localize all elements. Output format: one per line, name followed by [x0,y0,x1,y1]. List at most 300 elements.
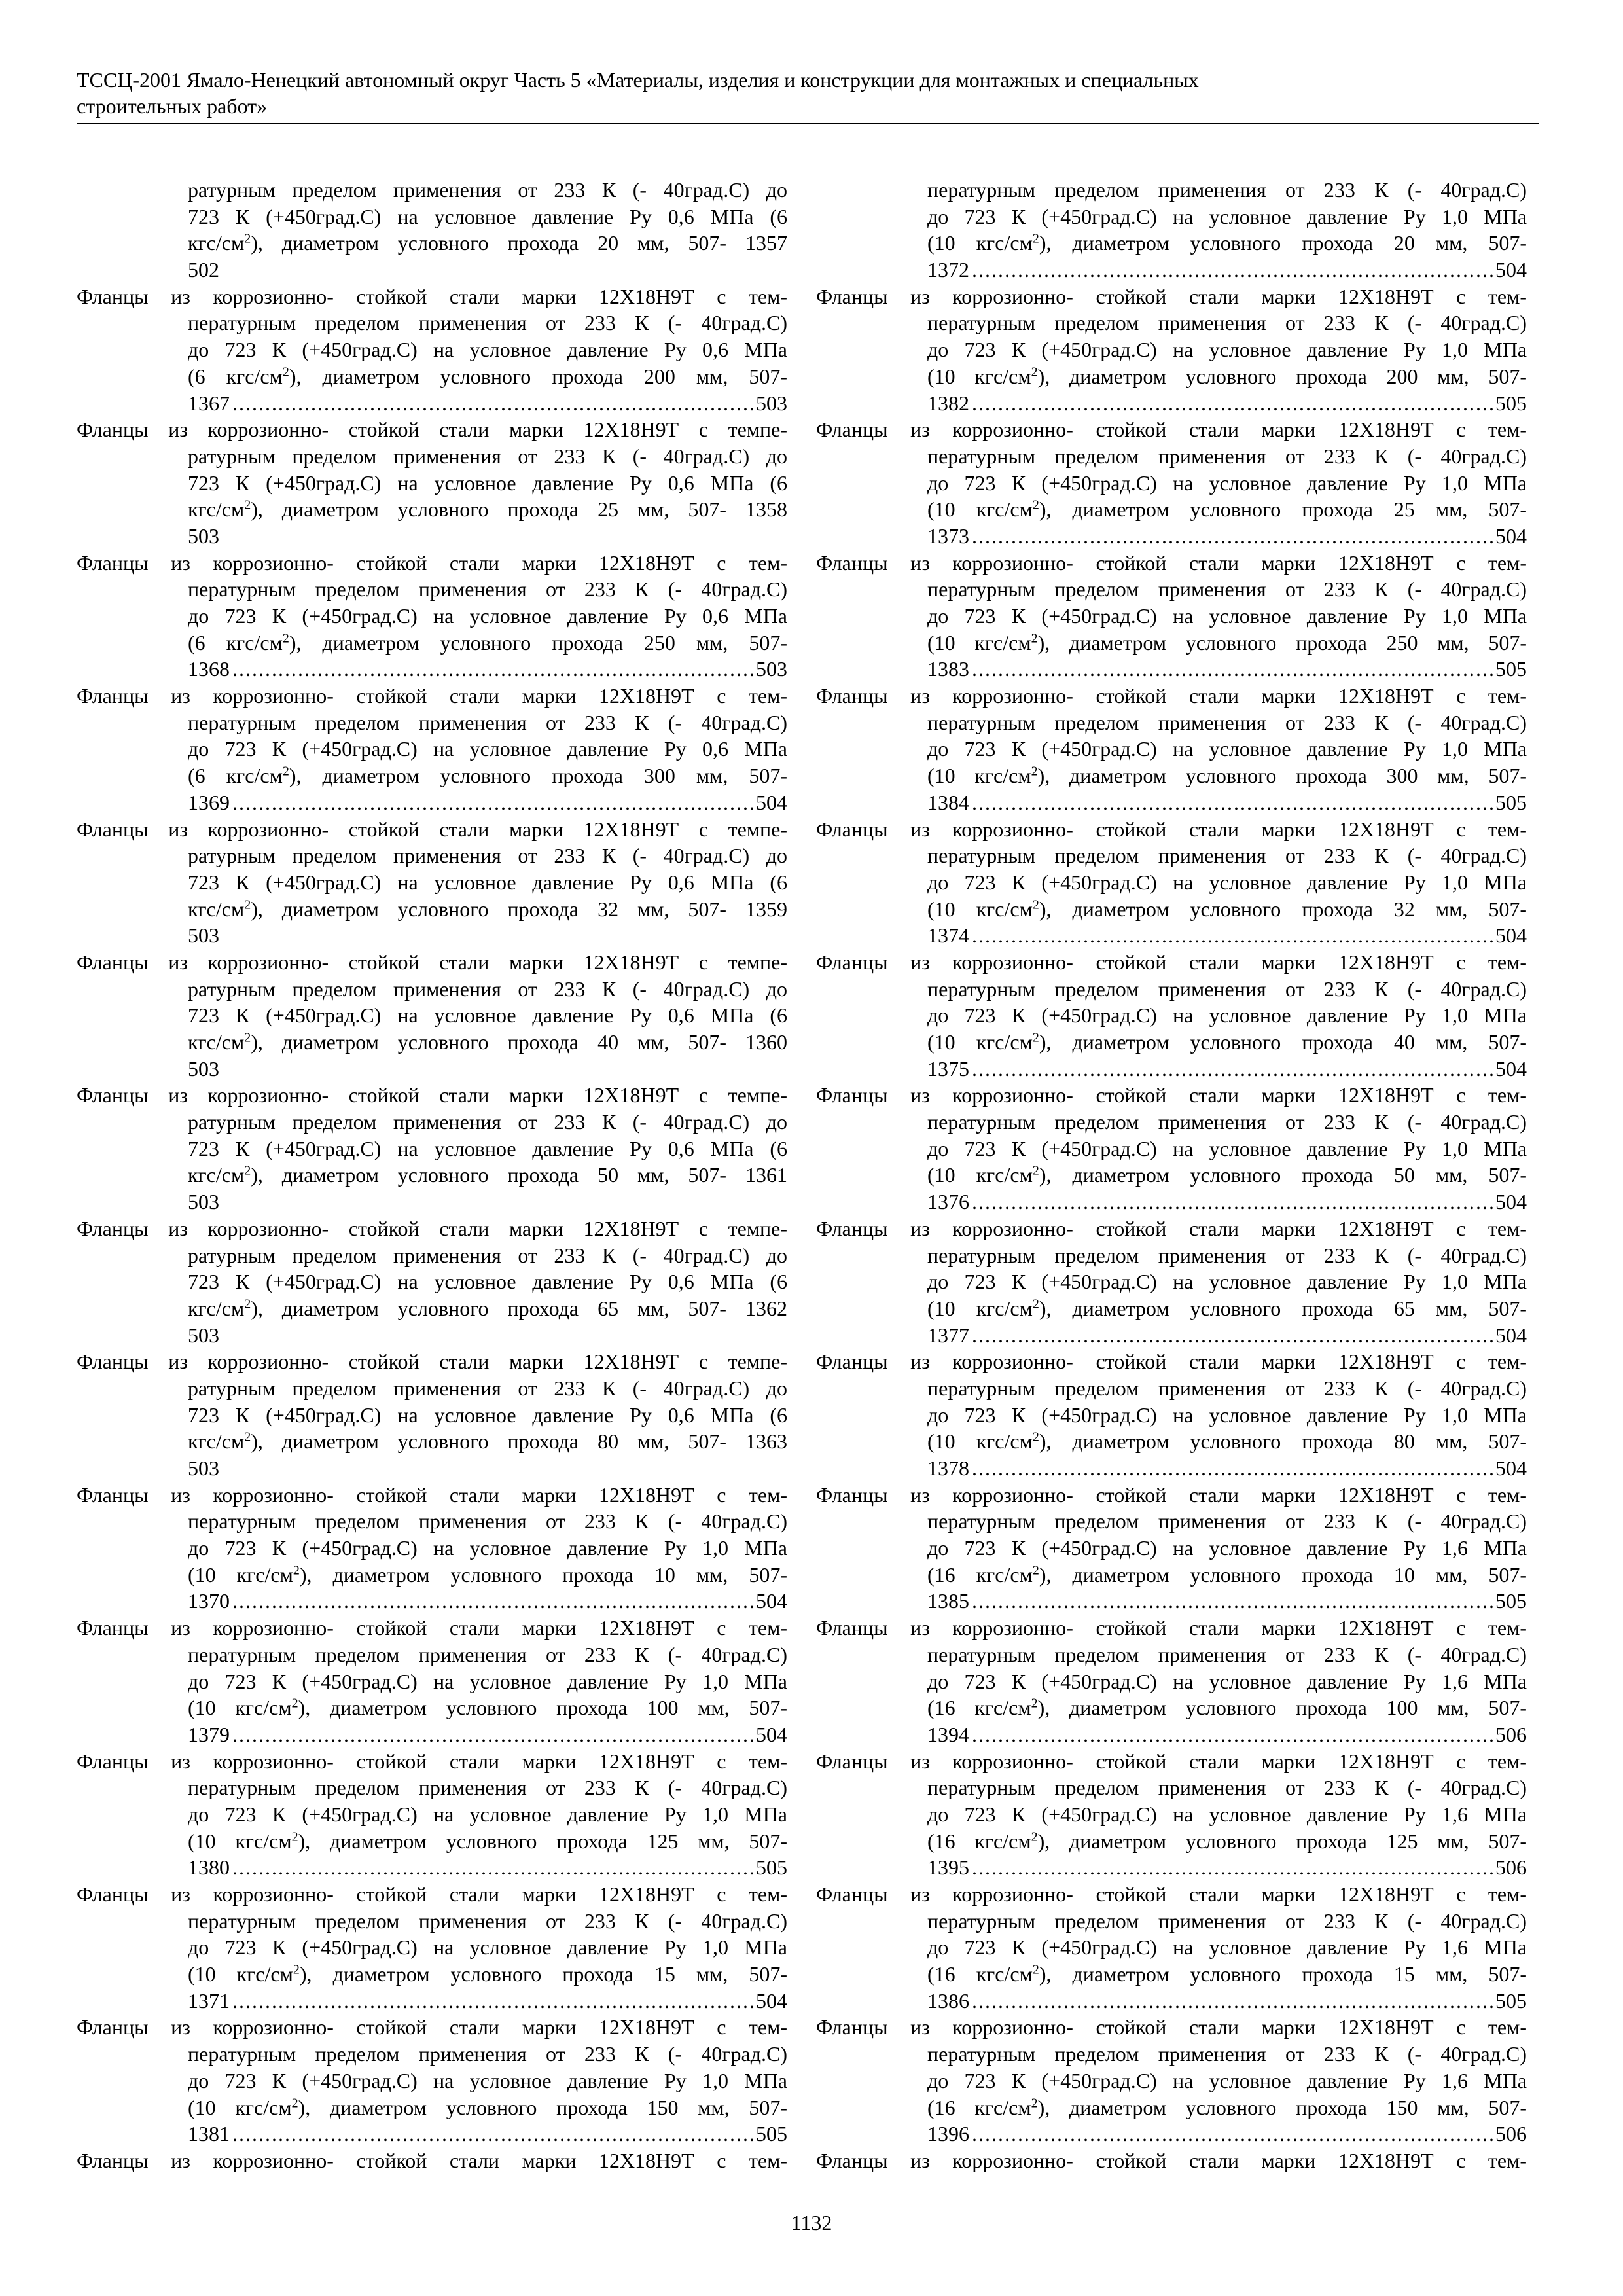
entry-code-tail: 1381 [188,2122,230,2146]
entry-code-tail: 1368 [188,657,230,681]
entry-leader-line [816,789,1527,816]
entry-line-text: пературным пределом применения от 233 К (- 40град.С) [188,2042,787,2066]
entry-line-text: 503 [188,1056,219,1081]
index-entry [816,949,1527,1082]
entry-line [816,177,1527,204]
entry-line [77,1641,787,1668]
entry-line [816,1934,1527,1961]
entry-line [816,363,1527,390]
entry-line-text: Фланцы из коррозионно- стойкой стали марки 12Х18Н9Т с тем- [816,950,1527,974]
index-entry [816,177,1527,283]
entry-code-tail: 1378 [927,1456,969,1480]
entry-leader-line [816,390,1527,417]
entry-line [816,1508,1527,1535]
index-entry [77,1748,787,1881]
index-entry [816,1215,1527,1348]
entry-line [77,443,787,470]
entry-line-text: (10 кгс/$см^2$), диаметром условного прохода 32 мм, 507- [927,897,1527,921]
index-entry [816,416,1527,549]
entry-line [77,869,787,896]
dot-leader [972,922,1493,949]
entry-line [816,550,1527,577]
running-header [77,67,1539,119]
entry-line-text: кгс/$см^2$), диаметром условного прохода 65 мм, 507- 1362 [188,1296,787,1320]
entry-line [816,1562,1527,1588]
entry-line [77,204,787,230]
entry-line [77,1402,787,1429]
entry-leader-line [816,1854,1527,1881]
entry-line-text: кгс/$см^2$), диаметром условного прохода 40 мм, 507- 1360 [188,1030,787,1054]
entry-line-text: до 723 К (+450град.С) на условное давление Ру 1,0 МПа [927,1270,1527,1294]
entry-line-text: Фланцы из коррозионно- стойкой стали марки 12Х18Н9Т с темпе- [77,817,787,841]
entry-line [816,1082,1527,1109]
entry-line-text: Фланцы из коррозионно- стойкой стали марки 12Х18Н9Т с тем- [816,1882,1527,1906]
entry-line [77,630,787,656]
index-entry [816,1082,1527,1215]
entry-line [77,2147,787,2174]
dot-leader [972,1189,1493,1215]
entry-line [77,550,787,577]
entry-line-text: кгс/$см^2$), диаметром условного прохода 32 мм, 507- 1359 [188,897,787,921]
entry-line-text: (10 кгс/$см^2$), диаметром условного прохода 200 мм, 507- [927,364,1527,388]
entry-line-text: до 723 К (+450град.С) на условное давление Ру 1,6 МПа [927,1802,1527,1826]
entry-line-text: пературным пределом применения от 233 К (- 40град.С) [927,1243,1527,1267]
entry-line [816,1215,1527,1242]
entry-line [77,683,787,709]
entry-line-text: до 723 К (+450град.С) на условное давление Ру 1,0 МПа [188,1669,787,1693]
entry-line [816,1641,1527,1668]
dot-leader [232,390,753,417]
entry-line [816,1482,1527,1509]
entry-line-text: пературным пределом применения от 233 К (- 40град.С) [927,1776,1527,1800]
entry-line [816,869,1527,896]
entry-line-text: 723 К (+450град.С) на условное давление Ру 0,6 МПа (6 [188,204,787,228]
entry-line-text: до 723 К (+450град.С) на условное давление Ру 1,0 МПа [927,1003,1527,1028]
entry-line-text: до 723 К (+450град.С) на условное давление Ру 1,0 МПа [927,204,1527,228]
index-entry [77,1615,787,1748]
entry-line-text: (10 кгс/$см^2$), диаметром условного прохода 25 мм, 507- [927,497,1527,522]
dot-leader [972,390,1493,417]
entry-line [816,736,1527,762]
header-rule [77,123,1539,124]
entry-line-text: до 723 К (+450град.С) на условное давление Ру 1,0 МПа [927,737,1527,761]
entry-leader-line [816,1588,1527,1615]
entry-line-text: 723 К (+450град.С) на условное давление Ру 0,6 МПа (6 [188,870,787,894]
entry-line [77,283,787,310]
entry-line [816,470,1527,497]
entry-line [77,1322,787,1349]
index-entry [77,949,787,1082]
entry-line [77,1268,787,1295]
entry-code-tail: 1372 [927,258,969,282]
entry-line-text: Фланцы из коррозионно- стойкой стали марки 12Х18Н9Т с тем- [77,1482,787,1507]
entry-line [816,1801,1527,1828]
entry-line [77,1295,787,1322]
index-entry [77,816,787,949]
entry-line [77,922,787,949]
entry-page-ref: 504 [756,1722,787,1746]
entry-line [77,1828,787,1855]
entry-line-text: до 723 К (+450град.С) на условное давление Ру 1,0 МПа [927,870,1527,894]
entry-line-text: 503 [188,524,219,548]
entry-line [77,2068,787,2094]
dot-leader [972,789,1493,816]
index-entry [77,283,787,416]
entry-page-ref: 505 [756,2122,787,2146]
entry-page-ref: 505 [756,1856,787,1880]
entry-line-text: пературным пределом применения от 233 К (- 40град.С) [927,1509,1527,1534]
entry-line [816,842,1527,869]
index-entry [77,1082,787,1215]
entry-line [77,523,787,550]
entry-line [77,177,787,204]
entry-line-text: пературным пределом применения от 233 К (- 40град.С) [927,311,1527,335]
entry-page-ref: 505 [1495,1988,1527,2013]
right-column [816,177,1527,2174]
index-entry [816,550,1527,683]
entry-line-text: Фланцы из коррозионно- стойкой стали марки 12Х18Н9Т с тем- [77,684,787,708]
dot-leader [232,1588,753,1615]
entry-line-text: до 723 К (+450град.С) на условное давление Ру 1,6 МПа [927,2068,1527,2092]
entry-page-ref: 504 [1495,524,1527,548]
entry-line [816,283,1527,310]
entry-line-text: пературным пределом применения от 233 К (- 40град.С) [927,1642,1527,1666]
entry-line-text: пературным пределом применения от 233 К (- 40град.С) [927,710,1527,734]
entry-line [816,496,1527,523]
entry-line-text: (10 кгс/$см^2$), диаметром условного прохода 300 мм, 507- [927,764,1527,788]
entry-line-text: (16 кгс/$см^2$), диаметром условного прохода 150 мм, 507- [927,2095,1527,2119]
entry-line-text: Фланцы из коррозионно- стойкой стали марки 12Х18Н9Т с тем- [77,2148,787,2172]
entry-line-text: кгс/$см^2$), диаметром условного прохода 50 мм, 507- 1361 [188,1163,787,1187]
dot-leader [972,1322,1493,1349]
entry-line [77,1934,787,1961]
entry-line [816,1615,1527,1641]
entry-line [77,416,787,443]
entry-line-text: пературным пределом применения от 233 К (- 40град.С) [188,1509,787,1534]
entry-line [816,1375,1527,1402]
entry-line [816,1908,1527,1935]
entry-leader-line [816,656,1527,683]
index-entry [816,2014,1527,2147]
entry-line-text: до 723 К (+450град.С) на условное давление Ру 1,6 МПа [927,1935,1527,1960]
entry-line-text: 723 К (+450град.С) на условное давление Ру 0,6 МПа (6 [188,1270,787,1294]
entry-page-ref: 506 [1495,1722,1527,1746]
entry-line-text: (6 кгс/$см^2$), диаметром условного прохода 300 мм, 507- [188,764,787,788]
entry-line-text: пературным пределом применения от 233 К (- 40град.С) [188,1642,787,1666]
entry-line [816,2041,1527,2068]
index-entry [816,1482,1527,1615]
entry-line-text: Фланцы из коррозионно- стойкой стали марки 12Х18Н9Т с тем- [816,2015,1527,2039]
entry-line [77,816,787,843]
entry-line [816,896,1527,923]
header-line-2: строительных работ» [77,94,268,118]
entry-line [816,683,1527,709]
entry-line [77,762,787,789]
dot-leader [972,1721,1493,1748]
entry-line [77,709,787,736]
index-entry [816,1615,1527,1748]
dot-leader [972,523,1493,550]
entry-line-text: ратурным пределом применения от 233 К (- 40град.С) до [188,1110,787,1134]
entry-leader-line [816,1988,1527,2015]
entry-line [77,1002,787,1029]
entry-line-text: кгс/$см^2$), диаметром условного прохода 25 мм, 507- 1358 [188,497,787,522]
entry-leader-line [816,1721,1527,1748]
entry-code-tail: 1396 [927,2122,969,2146]
entry-line [77,1348,787,1375]
dot-leader [972,257,1493,283]
entry-line [77,1189,787,1215]
entry-line [77,1082,787,1109]
entry-line-text: до 723 К (+450град.С) на условное давление Ру 1,0 МПа [188,1536,787,1560]
index-entry [816,1881,1527,2014]
entry-line-text: до 723 К (+450град.С) на условное давление Ру 1,0 МПа [927,1136,1527,1160]
dot-leader [972,2121,1493,2147]
entry-page-ref: 505 [1495,657,1527,681]
entry-line [77,2014,787,2041]
entry-line [816,416,1527,443]
entry-line [77,1455,787,1482]
entry-line-text: ратурным пределом применения от 233 К (- 40град.С) до [188,1376,787,1400]
entry-line [816,816,1527,843]
entry-line [77,1242,787,1269]
entry-code-tail: 1380 [188,1856,230,1880]
entry-line [816,1881,1527,1908]
entry-line [816,576,1527,603]
entry-line-text: до 723 К (+450град.С) на условное давление Ру 1,0 МПа [927,1403,1527,1427]
entry-line-text: до 723 К (+450град.С) на условное давление Ру 1,0 МПа [188,1802,787,1826]
entry-line-text: пературным пределом применения от 233 К (- 40град.С) [188,710,787,734]
entry-line [816,1002,1527,1029]
entry-line [77,1615,787,1641]
entry-line-text: 723 К (+450град.С) на условное давление Ру 0,6 МПа (6 [188,1003,787,1028]
entry-line-text: Фланцы из коррозионно- стойкой стали марки 12Х18Н9Т с тем- [77,2015,787,2039]
entry-line [77,1801,787,1828]
entry-line [816,1774,1527,1801]
entry-line [77,1562,787,1588]
entry-leader-line [816,257,1527,283]
entry-page-ref: 504 [1495,258,1527,282]
entry-line-text: ратурным пределом применения от 233 К (- 40град.С) до [188,178,787,202]
entry-code-tail: 1374 [927,924,969,948]
entry-leader-line [77,1588,787,1615]
entry-page-ref: 504 [756,1988,787,2013]
index-entry [77,2014,787,2147]
entry-line [77,1162,787,1189]
entry-line-text: до 723 К (+450град.С) на условное давление Ру 1,0 МПа [927,604,1527,628]
entry-line [77,842,787,869]
dot-leader [232,1988,753,2015]
entry-line [77,896,787,923]
dot-leader [972,1056,1493,1083]
entry-line [77,1215,787,1242]
entry-line [816,1428,1527,1455]
entry-line [816,709,1527,736]
entry-line-text: ратурным пределом применения от 233 К (- 40град.С) до [188,977,787,1001]
entry-line-text: пературным пределом применения от 233 К (- 40град.С) [927,977,1527,1001]
entry-page-ref: 504 [1495,1056,1527,1081]
entry-line-text: Фланцы из коррозионно- стойкой стали марки 12Х18Н9Т с тем- [816,284,1527,308]
entry-line-text: пературным пределом применения от 233 К (- 40град.С) [188,311,787,335]
entry-line [816,1268,1527,1295]
entry-line [77,949,787,976]
entry-line-text: (10 кгс/$см^2$), диаметром условного прохода 125 мм, 507- [188,1829,787,1853]
entry-line-text: Фланцы из коррозионно- стойкой стали марки 12Х18Н9Т с тем- [816,2148,1527,2172]
entry-line [816,204,1527,230]
entry-line [816,2068,1527,2094]
entry-line-text: Фланцы из коррозионно- стойкой стали марки 12Х18Н9Т с тем- [816,684,1527,708]
index-entry [77,683,787,816]
entry-page-ref: 505 [1495,790,1527,814]
index-entry [816,2147,1527,2174]
entry-line-text: до 723 К (+450град.С) на условное давление Ру 0,6 МПа [188,737,787,761]
entry-line [77,2041,787,2068]
entry-line-text: Фланцы из коррозионно- стойкой стали марки 12Х18Н9Т с тем- [77,1616,787,1640]
entry-line-text: до 723 К (+450град.С) на условное давление Ру 1,0 МПа [927,471,1527,495]
entry-line [77,470,787,497]
entry-line [77,603,787,630]
entry-page-ref: 503 [756,657,787,681]
entry-line-text: пературным пределом применения от 233 К (- 40град.С) [927,2042,1527,2066]
entry-line [816,1242,1527,1269]
entry-line [816,630,1527,656]
entry-line-text: ратурным пределом применения от 233 К (- 40град.С) до [188,1243,787,1267]
entry-line [816,976,1527,1003]
entry-line [77,1908,787,1935]
entry-code-tail: 1370 [188,1589,230,1613]
entry-leader-line [77,789,787,816]
entry-line-text: (16 кгс/$см^2$), диаметром условного прохода 10 мм, 507- [927,1562,1527,1587]
entry-line-text: Фланцы из коррозионно- стойкой стали марки 12Х18Н9Т с тем- [816,1083,1527,1107]
entry-line-text: до 723 К (+450град.С) на условное давление Ру 1,0 МПа [188,2068,787,2092]
entry-line-text: ратурным пределом применения от 233 К (- 40град.С) до [188,444,787,468]
entry-code-tail: 1376 [927,1190,969,1214]
entry-line [816,1402,1527,1429]
entry-line [816,230,1527,257]
entry-line [77,1748,787,1775]
entry-line-text: (10 кгс/$см^2$), диаметром условного прохода 150 мм, 507- [188,2095,787,2119]
index-entry [77,1215,787,1348]
entry-line-text: (16 кгс/$см^2$), диаметром условного прохода 15 мм, 507- [927,1962,1527,1986]
entry-line [77,1774,787,1801]
entry-line-text: (6 кгс/$см^2$), диаметром условного прохода 250 мм, 507- [188,630,787,655]
entry-line [816,443,1527,470]
entry-line-text: Фланцы из коррозионно- стойкой стали марки 12Х18Н9Т с темпе- [77,418,787,442]
entry-line-text: Фланцы из коррозионно- стойкой стали марки 12Х18Н9Т с тем- [816,1350,1527,1374]
dot-leader [972,1988,1493,2015]
entry-line-text: Фланцы из коррозионно- стойкой стали марки 12Х18Н9Т с тем- [816,1616,1527,1640]
entry-line-text: пературным пределом применения от 233 К (- 40град.С) [927,444,1527,468]
entry-line [77,257,787,283]
entry-line-text: 502 [188,258,219,282]
entry-page-ref: 504 [1495,924,1527,948]
entry-line-text: пературным пределом применения от 233 К (- 40град.С) [188,577,787,601]
dot-leader [232,789,753,816]
entry-leader-line [77,390,787,417]
entry-line-text: Фланцы из коррозионно- стойкой стали марки 12Х18Н9Т с темпе- [77,1350,787,1374]
entry-line [816,1828,1527,1855]
entry-line [77,576,787,603]
entry-code-tail: 1367 [188,391,230,415]
entry-line-text: до 723 К (+450град.С) на условное давление Ру 1,0 МПа [188,1935,787,1960]
entry-page-ref: 504 [1495,1456,1527,1480]
dot-leader [972,1854,1493,1881]
entry-line [77,1881,787,1908]
entry-line-text: пературным пределом применения от 233 К (- 40град.С) [927,1110,1527,1134]
entry-code-tail: 1377 [927,1323,969,1347]
index-entry [77,1348,787,1481]
entry-line [816,762,1527,789]
entry-line-text: (10 кгс/$см^2$), диаметром условного прохода 250 мм, 507- [927,630,1527,655]
entry-line-text: пературным пределом применения от 233 К (- 40град.С) [188,1776,787,1800]
entry-line-text: пературным пределом применения от 233 К (- 40град.С) [927,844,1527,868]
dot-leader [232,1721,753,1748]
left-column [77,177,787,2174]
entry-line [77,736,787,762]
entry-line [77,1482,787,1509]
index-entry [816,683,1527,816]
entry-line-text: кгс/$см^2$), диаметром условного прохода 20 мм, 507- 1357 [188,231,787,255]
entry-line [77,1508,787,1535]
entry-line [77,1029,787,1056]
index-entry [77,1881,787,2014]
entry-line-text: Фланцы из коррозионно- стойкой стали марки 12Х18Н9Т с темпе- [77,1216,787,1240]
entry-line [77,363,787,390]
entry-line-text: Фланцы из коррозионно- стойкой стали марки 12Х18Н9Т с тем- [816,817,1527,841]
entry-line [816,2147,1527,2174]
entry-leader-line [816,2121,1527,2147]
entry-line [77,1668,787,1695]
entry-line-text: Фланцы из коррозионно- стойкой стали марки 12Х18Н9Т с тем- [77,1882,787,1906]
index-entry [816,1348,1527,1481]
entry-line-text: до 723 К (+450град.С) на условное давление Ру 1,6 МПа [927,1669,1527,1693]
entry-code-tail: 1375 [927,1056,969,1081]
dot-leader [972,1455,1493,1482]
entry-line [77,2094,787,2121]
index-entry [816,283,1527,416]
entry-line-text: пературным пределом применения от 233 К (- 40град.С) [927,577,1527,601]
entry-line-text: (10 кгс/$см^2$), диаметром условного прохода 40 мм, 507- [927,1030,1527,1054]
entry-line-text: до 723 К (+450град.С) на условное давление Ру 0,6 МПа [188,604,787,628]
entry-leader-line [816,523,1527,550]
index-entry [77,177,787,283]
entry-line-text: пературным пределом применения от 233 К (- 40град.С) [927,1376,1527,1400]
entry-line [816,1136,1527,1162]
entry-line [77,976,787,1003]
entry-line [816,1162,1527,1189]
entry-page-ref: 504 [756,1589,787,1613]
entry-code-tail: 1384 [927,790,969,814]
entry-leader-line [816,922,1527,949]
page-number: 1132 [791,2211,832,2234]
entry-line-text: (10 кгс/$см^2$), диаметром условного прохода 100 мм, 507- [188,1696,787,1720]
entry-line-text: 503 [188,1190,219,1214]
entry-line-text: Фланцы из коррозионно- стойкой стали марки 12Х18Н9Т с тем- [816,418,1527,442]
index-entry [77,1482,787,1615]
entry-line-text: Фланцы из коррозионно- стойкой стали марки 12Х18Н9Т с тем- [77,284,787,308]
entry-line-text: пературным пределом применения от 233 К (- 40град.С) [927,178,1527,202]
entry-line [77,1695,787,1721]
entry-line-text: (16 кгс/$см^2$), диаметром условного прохода 125 мм, 507- [927,1829,1527,1853]
index-entry [816,816,1527,949]
entry-page-ref: 505 [1495,391,1527,415]
entry-line [816,1109,1527,1136]
entry-line [77,1428,787,1455]
entry-line-text: до 723 К (+450град.С) на условное давление Ру 0,6 МПа [188,338,787,362]
index-entry [77,550,787,683]
dot-leader [232,2121,753,2147]
entry-line [816,949,1527,976]
